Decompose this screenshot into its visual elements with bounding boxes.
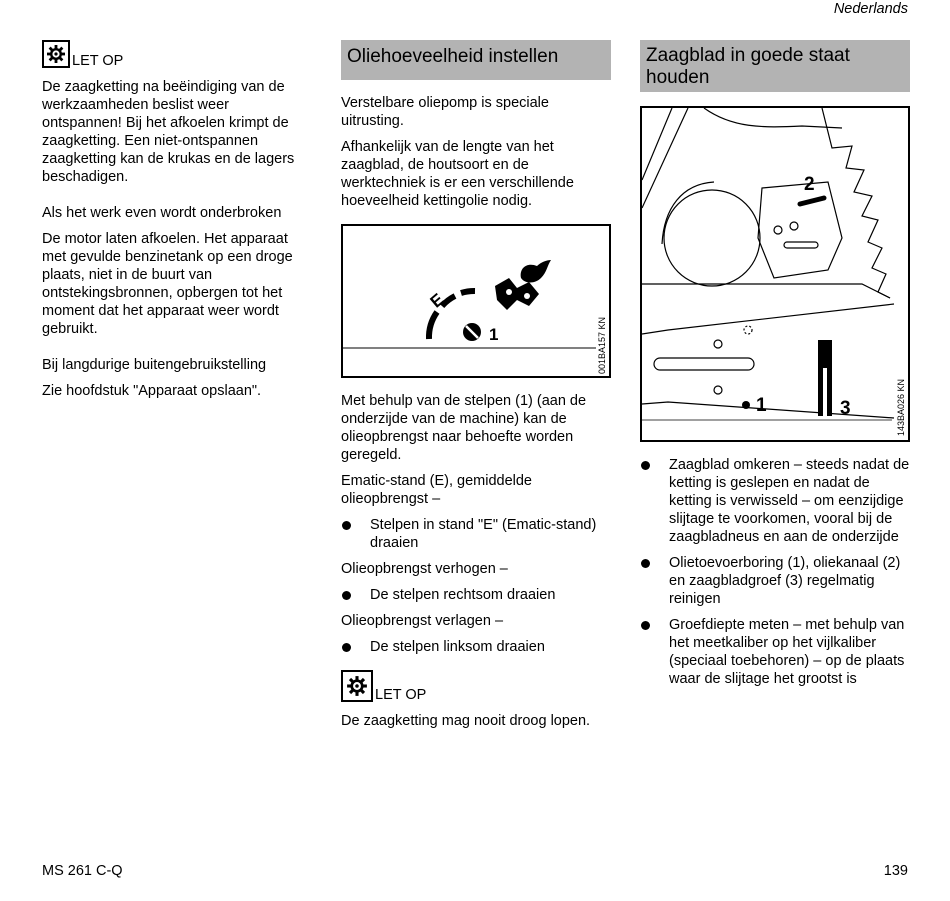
subheading: Als het werk even wordt onderbroken bbox=[42, 205, 282, 221]
paragraph: De zaagketting na beëindiging van de werkzaamheden beslist weer ontspannen! Bij het afkoelen krimpt de zaagketting. Een niet-ontspannen zaagketting kan de krukas en de lagers beschadigen. bbox=[42, 79, 295, 185]
label-1: 1 bbox=[756, 395, 767, 416]
bullet-text: De stelpen linksom draaien bbox=[370, 639, 545, 655]
sprocket-housing bbox=[642, 108, 890, 298]
paragraph: Afhankelijk van de lengte van het zaagblad, de houtsoort en de werktechniek is er een verschillende hoeveelheid kettingolie nodig. bbox=[341, 139, 574, 209]
figure-code: 143BA026 KN bbox=[896, 378, 906, 436]
page-number: 139 bbox=[883, 863, 908, 879]
bullet-icon bbox=[641, 559, 650, 568]
notice-label: LET OP bbox=[72, 53, 124, 69]
figure-code: 001BA157 KN bbox=[597, 316, 607, 374]
gear-warning-icon bbox=[42, 40, 70, 68]
label-3: 3 bbox=[840, 398, 851, 419]
oil-pump-diagram bbox=[343, 226, 609, 376]
section-heading: Zaagblad in goede staat houden bbox=[640, 40, 910, 92]
bullet-text: Olietoevoerboring (1), oliekanaal (2) en zaagbladgroef (3) regelmatig reinigen bbox=[669, 555, 901, 607]
bullet-text: De stelpen rechtsom draaien bbox=[370, 587, 556, 603]
bar-groove bbox=[818, 340, 832, 416]
paragraph: Met behulp van de stelpen (1) (aan de onderzijde van de machine) kan de olieopbrengst naar behoefte worden geregeld. bbox=[341, 393, 587, 463]
bullet-item bbox=[341, 638, 611, 656]
guide-bar bbox=[642, 304, 894, 420]
guide-bar-diagram bbox=[642, 108, 908, 440]
paragraph: Verstelbare oliepomp is speciale uitrusting. bbox=[341, 95, 549, 129]
paragraph: Olieopbrengst verlagen – bbox=[341, 613, 504, 629]
paragraph: De motor laten afkoelen. Het apparaat met gevulde benzinetank op een droge plaats, niet in de buurt van ontstekingsbronnen, opbergen tot het moment dat het apparaat weer wordt gebruikt. bbox=[42, 231, 293, 337]
column-right bbox=[640, 40, 910, 696]
guide-bar-figure bbox=[640, 106, 910, 442]
bullet-item bbox=[341, 586, 611, 604]
bullet-text: Zaagblad omkeren – steeds nadat de ketting is geslepen en nadat de ketting is verwisseld – om eenzijdige slijtage te voorkomen, vooral bij de zaagbladneus en aan de onderzijde bbox=[669, 457, 910, 545]
bullet-item bbox=[341, 516, 611, 552]
notice-let-op bbox=[341, 670, 611, 702]
notice-label: LET OP bbox=[375, 687, 427, 703]
language-label: Nederlands bbox=[833, 1, 908, 17]
subheading: Bij langdurige buitengebruikstelling bbox=[42, 357, 267, 373]
section-heading: Oliehoeveelheid instellen bbox=[341, 40, 611, 80]
bullet-icon bbox=[342, 521, 351, 530]
oil-pump-figure bbox=[341, 224, 611, 378]
bullet-text: Groefdiepte meten – met behulp van het meetkaliber op het vijlkaliber (speciaal toebehoren) – op de plaats waar de slijtage het grootst is bbox=[669, 617, 905, 687]
bullet-icon bbox=[641, 461, 650, 470]
bullet-item bbox=[640, 554, 910, 608]
paragraph: Olieopbrengst verhogen – bbox=[341, 561, 508, 577]
paragraph: De zaagketting mag nooit droog lopen. bbox=[341, 713, 591, 729]
notice-let-op bbox=[42, 40, 312, 68]
bullet-text: Stelpen in stand "E" (Ematic-stand) draaien bbox=[370, 517, 597, 551]
label-1: 1 bbox=[489, 325, 499, 344]
column-left bbox=[42, 40, 312, 408]
paragraph: Ematic-stand (E), gemiddelde olieopbrengst – bbox=[341, 473, 532, 507]
bullet-item bbox=[640, 616, 910, 688]
chain-oil-icon bbox=[495, 260, 551, 310]
paragraph: Zie hoofdstuk "Apparaat opslaan". bbox=[42, 383, 262, 399]
gear-warning-icon bbox=[341, 670, 373, 702]
bullet-icon bbox=[342, 591, 351, 600]
label-e: E bbox=[426, 289, 448, 312]
bullet-item bbox=[640, 456, 910, 546]
screw-icon bbox=[463, 323, 481, 341]
bullet-icon bbox=[641, 621, 650, 630]
column-middle bbox=[341, 40, 611, 738]
bullet-icon bbox=[342, 643, 351, 652]
label-2: 2 bbox=[804, 174, 815, 195]
footer-model: MS 261 C-Q bbox=[42, 863, 123, 879]
